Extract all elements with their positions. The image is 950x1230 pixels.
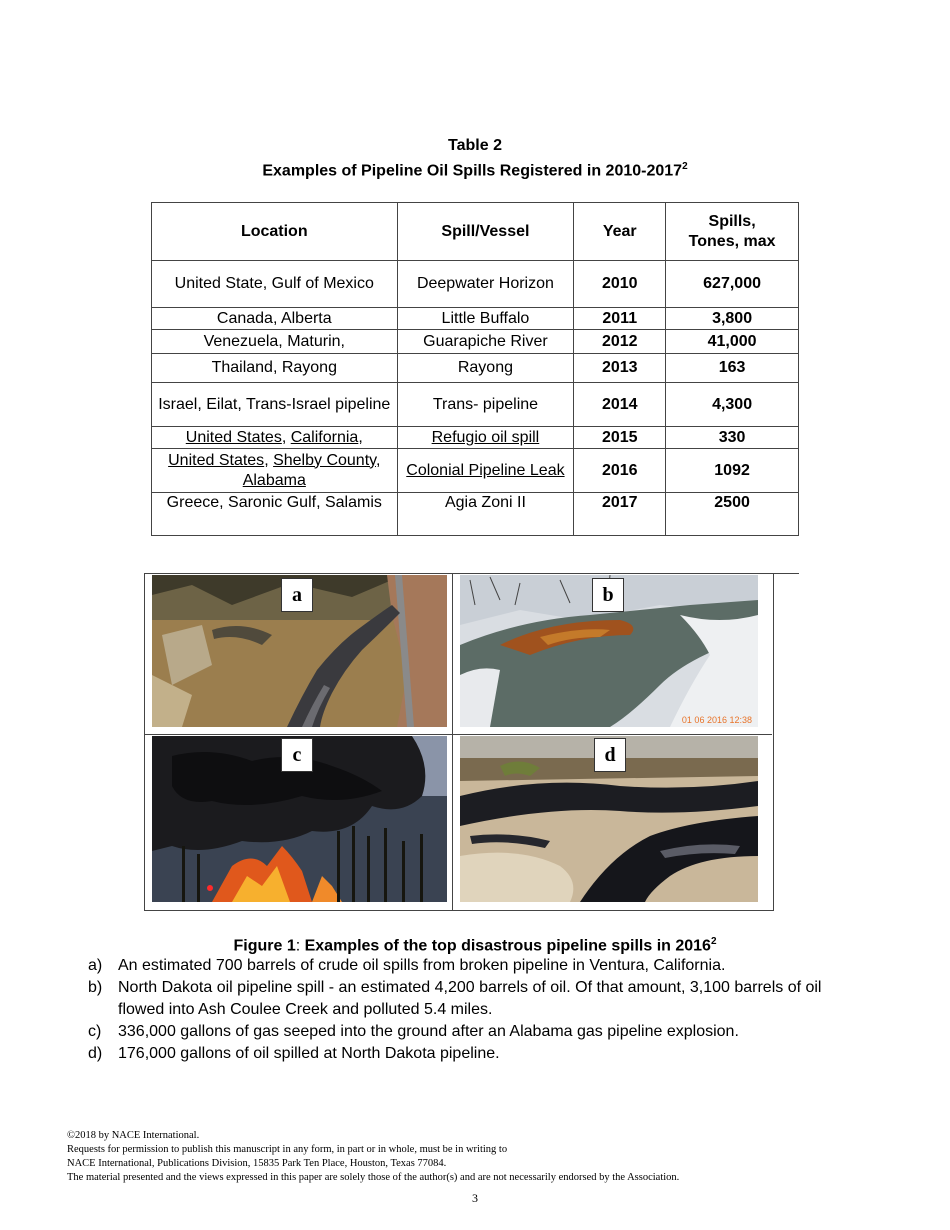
cell-year: 2014 (574, 383, 666, 427)
cell-tones: 1092 (666, 449, 799, 493)
cell-location: United States, Shelby County, Alabama (152, 449, 398, 493)
cell-spill (397, 427, 574, 449)
list-item: c) 336,000 gallons of gas seeped into the ground after an Alabama gas pipeline explosion. (88, 1023, 739, 1040)
link-california[interactable]: California (290, 428, 359, 446)
table-row (152, 354, 799, 383)
cell-location: United States, California, (152, 427, 398, 449)
table-title (0, 135, 950, 181)
figure-citation: 2 (710, 936, 717, 947)
cell-location: Venezuela, Maturin, (152, 330, 398, 354)
table-caption: Examples of Pipeline Oil Spills Registered in 2010-2017$^2$ (262, 161, 688, 180)
table-number: Table 2 (448, 137, 502, 154)
figure-top-rule (144, 573, 799, 574)
spills-table (151, 202, 799, 536)
footer-line: NACE International, Publications Division, 15835 Park Ten Place, Houston, Texas 77084. (67, 1158, 447, 1169)
cell-location: United State, Gulf of Mexico (152, 261, 398, 308)
figure-notes-list (88, 955, 858, 1065)
photo-label-a: a (281, 578, 313, 612)
cell-tones: 3,800 (666, 308, 799, 330)
figure-caption-text: Examples of the top disastrous pipeline spills in 2016 (304, 937, 711, 955)
figure-number: Figure 1 (233, 937, 296, 955)
cell-tones: 2500 (666, 493, 799, 536)
cell-year: 2010 (574, 261, 666, 308)
cell-spill: Rayong (397, 354, 574, 383)
page-number: 3 (472, 1191, 478, 1205)
cell-spill: Guarapiche River (397, 330, 574, 354)
cell-location: Greece, Saronic Gulf, Salamis (152, 493, 398, 536)
photo-b-timestamp: 01 06 2016 12:38 (681, 715, 752, 725)
list-item: b) North Dakota oil pipeline spill - an estimated 4,200 barrels of oil. Of that amount, 3,100 barrels of oil flowed into Ash Coulee Creek and polluted 5.4 miles. (88, 979, 822, 1018)
footer-line: ©2018 by NACE International. (67, 1130, 200, 1141)
table-row (152, 493, 799, 536)
list-item: a) An estimated 700 barrels of crude oil spills from broken pipeline in Ventura, California. (88, 957, 726, 974)
table-row (152, 330, 799, 354)
table-citation: 2 (682, 161, 688, 172)
cell-spill: Agia Zoni II (397, 493, 574, 536)
photo-label-d: d (594, 738, 626, 772)
link-united-states[interactable]: United States (168, 451, 265, 469)
cell-year: 2016 (574, 449, 666, 493)
header-spills-tones: Spills, Tones, max (666, 203, 799, 261)
cell-location: Thailand, Rayong (152, 354, 398, 383)
cell-year: 2011 (574, 308, 666, 330)
cell-tones: 41,000 (666, 330, 799, 354)
cell-year: 2015 (574, 427, 666, 449)
cell-tones: 163 (666, 354, 799, 383)
link-refugio-oil-spill[interactable]: Refugio oil spill (431, 428, 540, 446)
header-location: Location (152, 203, 398, 261)
photo-label-c: c (281, 738, 313, 772)
cell-year: 2013 (574, 354, 666, 383)
copyright-footer (67, 1129, 887, 1185)
header-year: Year (574, 203, 666, 261)
figure-vertical-divider (452, 573, 453, 910)
link-united-states[interactable]: United States (185, 428, 282, 446)
figure-horizontal-divider (144, 734, 772, 735)
photo-label-b: b (592, 578, 624, 612)
header-spill-vessel: Spill/Vessel (397, 203, 574, 261)
link-shelby-county[interactable]: Shelby County, Alabama (242, 451, 381, 489)
cell-tones: 627,000 (666, 261, 799, 308)
cell-location: Canada, Alberta (152, 308, 398, 330)
cell-tones: 330 (666, 427, 799, 449)
cell-location: Israel, Eilat, Trans-Israel pipeline (152, 383, 398, 427)
table-row (152, 308, 799, 330)
table-row (152, 427, 799, 449)
list-item: d) 176,000 gallons of oil spilled at North Dakota pipeline. (88, 1045, 500, 1062)
footer-line: Requests for permission to publish this manuscript in any form, in part or in whole, must be in writing to (67, 1144, 508, 1155)
table-header-row (152, 203, 799, 261)
table-row (152, 449, 799, 493)
footer-line: The material presented and the views expressed in this paper are solely those of the author(s) and are not necessarily endorsed by the Association. (67, 1172, 680, 1183)
cell-spill: Trans- pipeline (397, 383, 574, 427)
table-row (152, 261, 799, 308)
cell-spill: Little Buffalo (397, 308, 574, 330)
cell-spill: Deepwater Horizon (397, 261, 574, 308)
link-colonial-pipeline-leak[interactable]: Colonial Pipeline Leak (406, 461, 565, 479)
cell-year: 2012 (574, 330, 666, 354)
cell-tones: 4,300 (666, 383, 799, 427)
cell-spill (397, 449, 574, 493)
table-row (152, 383, 799, 427)
cell-year: 2017 (574, 493, 666, 536)
figure-caption: Figure 1: Examples of the top disastrous pipeline spills in 2016$^2$ (233, 936, 717, 955)
